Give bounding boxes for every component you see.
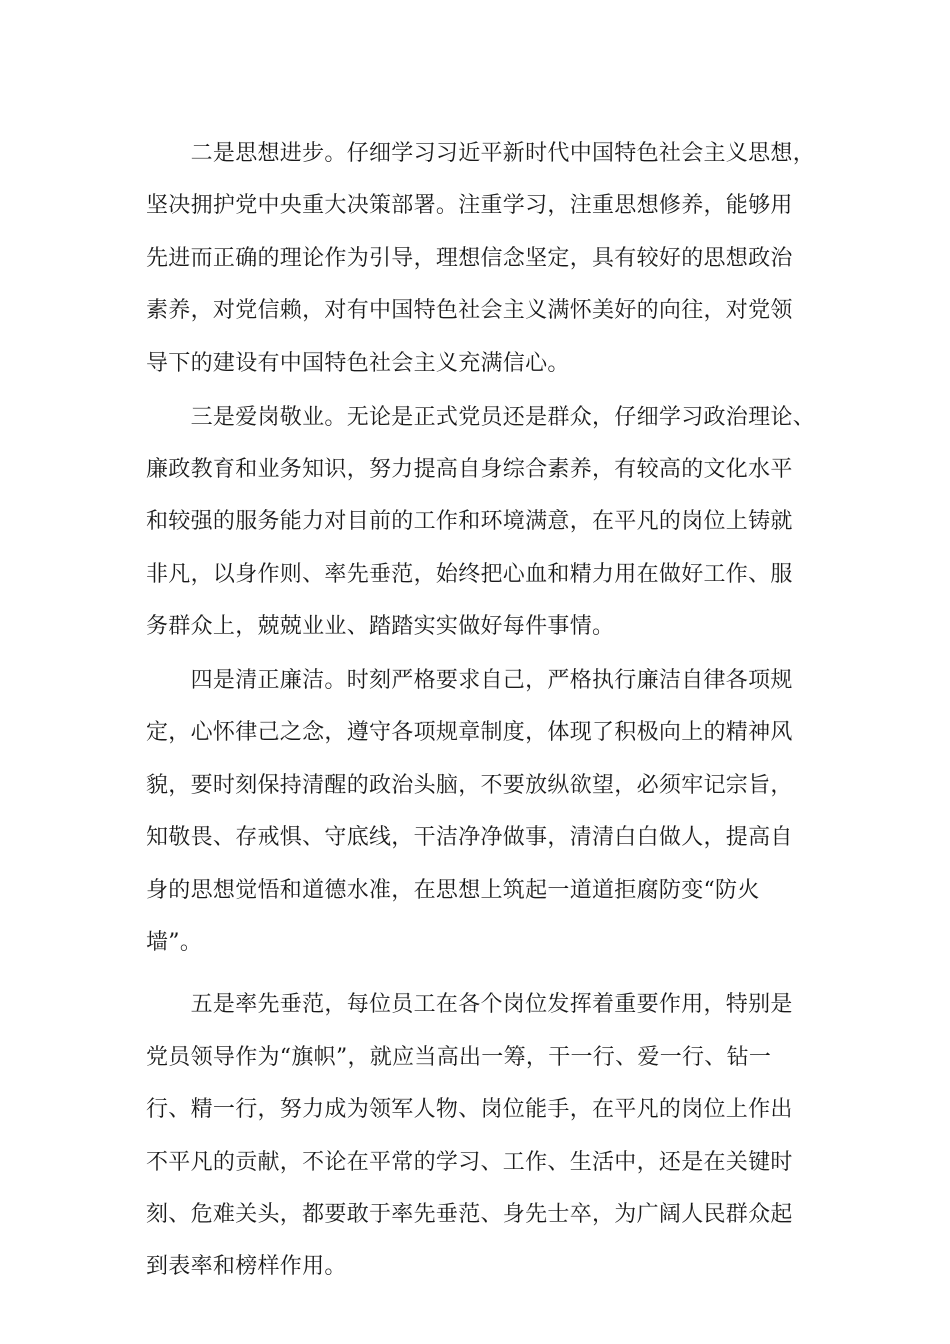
text-line: 定，心怀律己之念，遵守各项规章制度，体现了积极向上的精神风 <box>146 720 793 746</box>
text-line: 不平凡的贡献，不论在平常的学习、工作、生活中，还是在关键时 <box>146 1149 793 1175</box>
paragraph-integrity <box>146 655 810 969</box>
text-line: 素养，对党信赖，对有中国特色社会主义满怀美好的向往，对党领 <box>146 298 793 324</box>
text-line: 身的思想觉悟和道德水准，在思想上筑起一道道拒腐防变“防火 <box>146 877 760 903</box>
text-line: 非凡，以身作则、率先垂范，始终把心血和精力用在做好工作、服 <box>146 561 793 587</box>
text-line: 貌，要时刻保持清醒的政治头脑，不要放纵欲望，必须牢记宗旨， <box>146 772 793 798</box>
text-line: 导下的建设有中国特色社会主义充满信心。 <box>146 350 570 376</box>
text-line: 先进而正确的理论作为引导，理想信念坚定，具有较好的思想政治 <box>146 245 793 271</box>
text-line: 行、精一行，努力成为领军人物、岗位能手，在平凡的岗位上作出 <box>146 1097 793 1123</box>
text-line: 务群众上，兢兢业业、踏踏实实做好每件事情。 <box>146 614 615 640</box>
text-line: 二是思想进步。仔细学习习近平新时代中国特色社会主义思想， <box>146 141 816 166</box>
text-line: 四是清正廉洁。时刻严格要求自己，严格执行廉洁自律各项规 <box>146 668 793 694</box>
text-line: 廉政教育和业务知识，努力提高自身综合素养，有较高的文化水平 <box>146 456 793 482</box>
text-line: 五是率先垂范，每位员工在各个岗位发挥着重要作用，特别是 <box>146 992 793 1018</box>
text-line: 到表率和榜样作用。 <box>146 1254 347 1280</box>
text-line: 党员领导作为“旗帜”，就应当高出一筹，干一行、爱一行、钻一 <box>146 1044 772 1070</box>
paragraph-thought-progress <box>146 128 816 390</box>
text-line: 三是爱岗敬业。无论是正式党员还是群众，仔细学习政治理论、 <box>146 404 816 430</box>
text-line: 知敬畏、存戒惧、守底线，干洁净净做事，清清白白做人，提高自 <box>146 825 793 851</box>
paragraph-lead-by-example <box>146 979 810 1293</box>
text-line: 和较强的服务能力对目前的工作和环境满意，在平凡的岗位上铸就 <box>146 509 793 535</box>
document-body <box>146 128 816 1294</box>
text-line: 刻、危难关头，都要敢于率先垂范、身先士卒，为广阔人民群众起 <box>146 1202 793 1227</box>
paragraph-dedication <box>146 392 816 654</box>
text-line: 坚决拥护党中央重大决策部署。注重学习，注重思想修养，能够用 <box>146 193 793 219</box>
text-line: 墙”。 <box>146 930 203 956</box>
